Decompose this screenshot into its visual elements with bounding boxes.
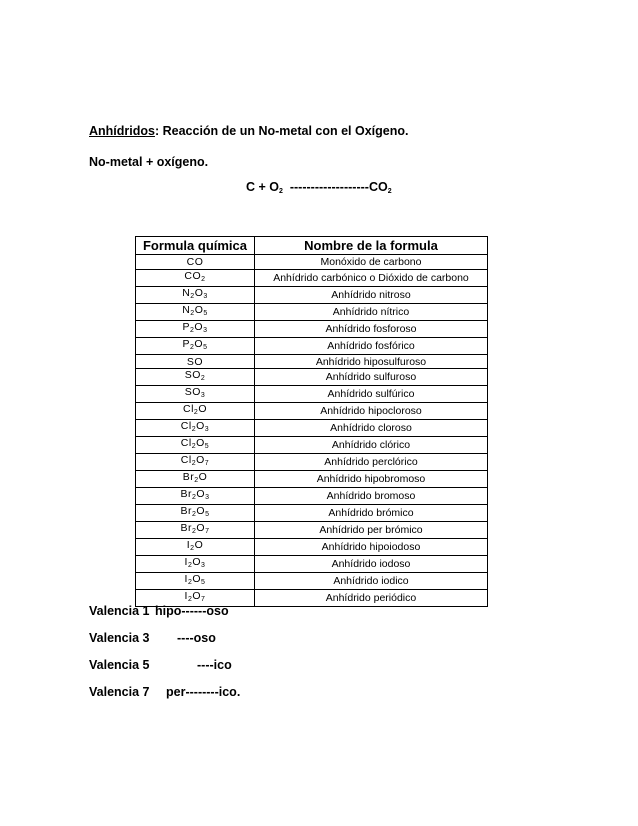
formula-cell xyxy=(136,539,255,556)
formula-symbol: O xyxy=(198,403,207,416)
formula-subscript: 3 xyxy=(203,326,208,334)
table-row xyxy=(136,369,488,386)
table-row xyxy=(136,539,488,556)
formula-subscript: 2 xyxy=(201,275,206,283)
formula-subscript: 2 xyxy=(200,375,206,383)
table-body xyxy=(136,255,488,607)
formula-symbol: O xyxy=(196,505,206,518)
formula-subscript: 3 xyxy=(201,562,206,570)
anhydrides-table xyxy=(135,236,488,607)
formula-cell xyxy=(136,369,255,386)
formula-subscript: 2 xyxy=(191,443,197,451)
table-row xyxy=(136,505,488,522)
formula-subscript: 2 xyxy=(191,426,197,434)
name-cell: Anhídrido hipoiodoso xyxy=(255,539,488,556)
formula-cell xyxy=(136,286,255,303)
formula-symbol: O xyxy=(196,454,205,467)
formula-symbol: Br xyxy=(180,488,192,501)
formula-subscript: 2 xyxy=(192,494,197,502)
table-row xyxy=(136,471,488,488)
formula-symbol: Cl xyxy=(180,454,192,467)
formula-symbol: SO xyxy=(184,386,201,399)
formula-symbol: O xyxy=(196,488,206,501)
formula-cell xyxy=(136,556,255,573)
formula-subscript: 2 xyxy=(190,545,195,553)
table-header-row xyxy=(136,237,488,255)
formula-symbol: O xyxy=(194,303,204,316)
name-cell: Anhídrido iodico xyxy=(255,573,488,590)
name-cell: Anhídrido nitroso xyxy=(255,286,488,303)
formula-cell xyxy=(136,354,255,369)
formula-subscript: 2 xyxy=(190,292,195,300)
name-cell: Anhídrido nítrico xyxy=(255,303,488,320)
table-row xyxy=(136,386,488,403)
formula-symbol: O xyxy=(198,471,208,484)
name-cell: Anhídrido hiposulfuroso xyxy=(255,354,488,369)
name-cell: Anhídrido per brómico xyxy=(255,522,488,539)
name-cell: Anhídrido hipocloroso xyxy=(255,403,488,420)
table-row xyxy=(136,454,488,471)
formula-symbol: O xyxy=(196,522,206,535)
formula-subscript: 2 xyxy=(190,309,195,317)
table-row xyxy=(136,437,488,454)
formula-subscript: 7 xyxy=(205,528,210,536)
name-cell: Anhídrido carbónico o Dióxido de carbono xyxy=(255,269,488,286)
name-cell: Monóxido de carbono xyxy=(255,255,488,270)
formula-cell xyxy=(136,403,255,420)
reaction-left: C + O xyxy=(246,180,279,194)
formula-cell xyxy=(136,454,255,471)
name-cell: Anhídrido cloroso xyxy=(255,420,488,437)
valence-label: Valencia 1 xyxy=(89,604,150,618)
formula-cell xyxy=(136,269,255,286)
formula-symbol: I xyxy=(186,539,191,552)
valence-label: Valencia 3 xyxy=(89,631,150,645)
name-cell: Anhídrido clórico xyxy=(255,437,488,454)
formula-cell xyxy=(136,320,255,337)
formula-symbol: O xyxy=(194,320,204,333)
reaction-left-subscript: 2 xyxy=(279,188,283,195)
formula-subscript: 2 xyxy=(187,596,193,604)
table-row xyxy=(136,354,488,369)
formula-subscript: 3 xyxy=(204,426,210,434)
formula-cell xyxy=(136,303,255,320)
name-cell: Anhídrido periódico xyxy=(255,590,488,607)
formula-symbol: O xyxy=(194,286,204,299)
title-term: Anhídridos xyxy=(89,124,155,138)
formula-symbol: CO xyxy=(184,269,202,282)
valence-label: Valencia 7 xyxy=(89,685,150,699)
formula-symbol: Br xyxy=(180,505,192,518)
formula-cell xyxy=(136,522,255,539)
formula-symbol: P xyxy=(182,320,191,333)
formula-cell xyxy=(136,420,255,437)
formula-symbol: SO xyxy=(186,355,204,368)
table-row xyxy=(136,337,488,354)
formula-symbol: N xyxy=(182,303,191,316)
valence-rule: hipo------oso xyxy=(155,604,229,618)
name-cell: Anhídrido sulfúrico xyxy=(255,386,488,403)
formula-subscript: 5 xyxy=(201,579,206,587)
formula-subscript: 3 xyxy=(205,494,210,502)
valence-label: Valencia 5 xyxy=(89,658,150,672)
formula-subscript: 2 xyxy=(190,326,195,334)
formula-subscript: 2 xyxy=(193,409,199,417)
table-row xyxy=(136,255,488,270)
formula-subscript: 5 xyxy=(205,511,210,519)
formula-subscript: 2 xyxy=(187,579,193,587)
formula-cell xyxy=(136,386,255,403)
column-header-name: Nombre de la formula xyxy=(255,237,488,255)
formula-symbol: I xyxy=(184,590,188,603)
table-row xyxy=(136,269,488,286)
formula-subscript: 7 xyxy=(201,596,206,604)
name-cell: Anhídrido fosforoso xyxy=(255,320,488,337)
subtitle: No-metal + oxígeno. xyxy=(89,155,209,169)
name-cell: Anhídrido brómico xyxy=(255,505,488,522)
formula-subscript: 2 xyxy=(194,477,199,485)
title-rest: : Reacción de un No-metal con el Oxígeno. xyxy=(154,124,409,138)
name-cell: Anhídrido hipobromoso xyxy=(255,471,488,488)
formula-symbol: Br xyxy=(182,471,195,484)
formula-cell xyxy=(136,437,255,454)
formula-cell xyxy=(136,471,255,488)
valence-rule: per--------ico. xyxy=(166,685,241,699)
name-cell: Anhídrido bromoso xyxy=(255,488,488,505)
formula-symbol: Cl xyxy=(180,437,192,450)
formula-symbol: I xyxy=(184,556,188,569)
formula-cell xyxy=(136,573,255,590)
formula-subscript: 2 xyxy=(190,343,195,351)
formula-subscript: 5 xyxy=(203,343,208,351)
formula-symbol: Cl xyxy=(180,420,192,433)
reaction-right: CO xyxy=(368,180,388,194)
name-cell: Anhídrido sulfuroso xyxy=(255,369,488,386)
formula-subscript: 2 xyxy=(192,528,197,536)
table-row xyxy=(136,556,488,573)
formula-cell xyxy=(136,505,255,522)
table-row xyxy=(136,488,488,505)
formula-symbol: O xyxy=(196,437,205,450)
table-row xyxy=(136,303,488,320)
table-row xyxy=(136,573,488,590)
reaction-equation xyxy=(246,180,392,195)
formula-subscript: 2 xyxy=(192,511,197,519)
formula-symbol: I xyxy=(184,573,188,586)
formula-symbol: O xyxy=(192,590,202,603)
column-header-formula: Formula química xyxy=(136,237,255,255)
valence-rule: ----oso xyxy=(177,631,216,645)
page-title xyxy=(89,124,408,138)
table-row xyxy=(136,522,488,539)
formula-symbol: O xyxy=(194,337,204,350)
formula-subscript: 7 xyxy=(204,460,210,468)
table-row xyxy=(136,286,488,303)
name-cell: Anhídrido iodoso xyxy=(255,556,488,573)
formula-symbol: O xyxy=(192,573,202,586)
name-cell: Anhídrido fosfórico xyxy=(255,337,488,354)
table-row xyxy=(136,403,488,420)
formula-cell xyxy=(136,255,255,270)
table-row xyxy=(136,320,488,337)
valence-rule: ----ico xyxy=(197,658,232,672)
reaction-arrow: ------------------- xyxy=(282,180,369,194)
reaction-right-subscript: 2 xyxy=(387,188,392,195)
formula-symbol: Cl xyxy=(183,403,194,416)
formula-subscript: 3 xyxy=(200,392,206,400)
formula-subscript: 2 xyxy=(191,460,197,468)
formula-symbol: SO xyxy=(184,369,201,382)
formula-cell xyxy=(136,337,255,354)
formula-symbol: P xyxy=(182,337,191,350)
name-cell: Anhídrido perclórico xyxy=(255,454,488,471)
formula-symbol: Br xyxy=(180,522,192,535)
formula-subscript: 2 xyxy=(187,562,193,570)
formula-subscript: 5 xyxy=(203,309,208,317)
formula-symbol: O xyxy=(196,420,205,433)
formula-symbol: O xyxy=(192,556,202,569)
formula-symbol: O xyxy=(194,539,204,552)
table-row xyxy=(136,420,488,437)
formula-subscript: 3 xyxy=(203,292,208,300)
formula-cell xyxy=(136,488,255,505)
formula-symbol: CO xyxy=(186,255,204,268)
formula-symbol: N xyxy=(182,286,191,299)
formula-subscript: 5 xyxy=(204,443,210,451)
